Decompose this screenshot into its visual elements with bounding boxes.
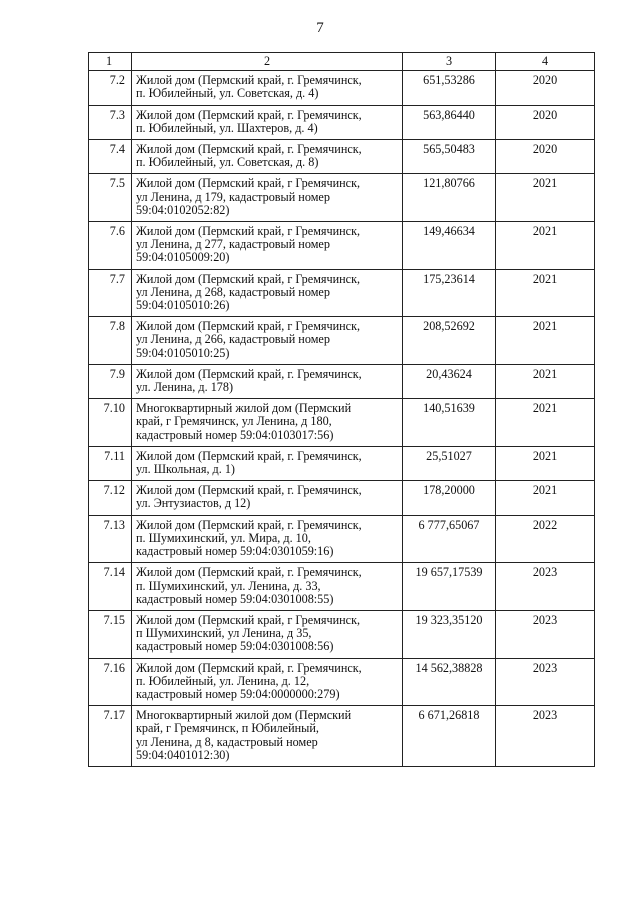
row-number [89, 563, 132, 611]
row-value-text: 565,50483 [423, 142, 475, 157]
table-row [89, 515, 595, 563]
row-value-text: 149,46634 [423, 224, 475, 239]
table-row [89, 481, 595, 515]
row-value [403, 563, 496, 611]
table-row [89, 222, 595, 270]
row-year-text: 2022 [532, 517, 558, 532]
row-description [132, 105, 403, 139]
row-value [403, 222, 496, 270]
row-description-text: Жилой дом (Пермский край, г. Гремячинск, п. Шумихинский, ул. Мира, д. 10, кадастровый номер 59:04:0301059:16) [136, 517, 362, 559]
row-year-text: 2021 [532, 366, 558, 381]
row-description-text: Жилой дом (Пермский край, г Гремячинск, ул Ленина, д 266, кадастровый номер 59:04:0105010:25) [136, 319, 361, 360]
row-year-text: 2023 [532, 660, 558, 675]
row-number-text: 7.13 [103, 517, 125, 532]
row-year-text: 2021 [532, 448, 558, 463]
table-row [89, 563, 595, 611]
row-number-text: 7.9 [109, 366, 125, 381]
row-year [496, 399, 595, 447]
row-number [89, 446, 132, 480]
row-value-text: 20,43624 [426, 366, 472, 381]
row-year [496, 658, 595, 706]
column-header-1: 1 [89, 53, 132, 71]
row-value [403, 174, 496, 222]
row-year-text: 2020 [532, 107, 558, 122]
column-header-3: 3 [403, 53, 496, 71]
row-value-text: 6 777,65067 [418, 517, 480, 532]
row-number-text: 7.3 [109, 107, 125, 122]
row-number [89, 105, 132, 139]
row-description [132, 364, 403, 398]
row-description-text: Жилой дом (Пермский край, г. Гремячинск, ул. Школьная, д. 1) [136, 448, 362, 477]
row-year [496, 563, 595, 611]
row-description [132, 658, 403, 706]
row-number-text: 7.15 [103, 612, 125, 627]
row-description [132, 563, 403, 611]
row-year [496, 174, 595, 222]
row-value [403, 446, 496, 480]
row-value-text: 140,51639 [423, 401, 475, 416]
row-description-text: Жилой дом (Пермский край, г. Гремячинск, п. Юбилейный, ул. Шахтеров, д. 4) [136, 107, 362, 135]
row-year [496, 140, 595, 174]
column-header-4: 4 [496, 53, 595, 71]
column-header-2: 2 [132, 53, 403, 71]
row-number-text: 7.11 [104, 448, 125, 463]
row-number [89, 515, 132, 563]
row-number-text: 7.12 [103, 483, 125, 498]
row-value [403, 658, 496, 706]
row-number-text: 7.14 [103, 565, 125, 580]
table-row [89, 317, 595, 365]
row-number [89, 610, 132, 658]
row-number-text: 7.2 [109, 73, 125, 88]
row-description [132, 481, 403, 515]
row-description [132, 446, 403, 480]
row-year-text: 2023 [532, 565, 558, 580]
row-description-text: Жилой дом (Пермский край, г. Гремячинск, п. Юбилейный, ул. Ленина, д. 12, кадастровый номер 59:04:0000000:279) [136, 660, 362, 701]
row-year [496, 71, 595, 105]
row-year-text: 2020 [532, 142, 558, 157]
row-value [403, 481, 496, 515]
row-year-text: 2020 [532, 73, 558, 88]
row-year-text: 2023 [532, 708, 558, 723]
page-number: 7 [316, 20, 324, 36]
table-row [89, 71, 595, 105]
row-value-text: 651,53286 [423, 73, 475, 88]
row-description-text: Жилой дом (Пермский край, г. Гремячинск, п. Шумихинский, ул. Ленина, д. 33, кадастровый номер 59:04:0301008:55) [136, 565, 362, 606]
row-description [132, 269, 403, 317]
row-year [496, 317, 595, 365]
row-value [403, 610, 496, 658]
row-value-text: 178,20000 [423, 483, 475, 498]
row-description [132, 399, 403, 447]
row-value-text: 121,80766 [423, 176, 475, 191]
row-year-text: 2023 [532, 612, 558, 627]
table-header-row [89, 53, 595, 71]
row-number [89, 658, 132, 706]
row-description [132, 222, 403, 270]
table-row [89, 174, 595, 222]
row-value [403, 399, 496, 447]
row-value [403, 364, 496, 398]
table-row [89, 399, 595, 447]
row-number [89, 706, 132, 767]
row-number [89, 174, 132, 222]
row-description [132, 706, 403, 767]
row-number-text: 7.6 [109, 224, 125, 239]
row-year [496, 481, 595, 515]
row-description [132, 515, 403, 563]
row-description [132, 317, 403, 365]
row-description [132, 174, 403, 222]
row-value-text: 25,51027 [426, 448, 472, 463]
data-table [88, 52, 595, 767]
row-description-text: Жилой дом (Пермский край, г Гремячинск, п Шумихинский, ул Ленина, д 35, кадастровый номер 59:04:0301008:56) [136, 612, 361, 654]
row-value-text: 563,86440 [423, 107, 475, 122]
table-row [89, 658, 595, 706]
table-row [89, 610, 595, 658]
row-year [496, 515, 595, 563]
row-value-text: 208,52692 [423, 319, 475, 334]
row-value [403, 140, 496, 174]
row-value-text: 19 657,17539 [415, 565, 483, 580]
row-number [89, 364, 132, 398]
row-value-text: 6 671,26818 [418, 708, 480, 723]
table-row [89, 446, 595, 480]
row-description-text: Жилой дом (Пермский край, г. Гремячинск, ул. Ленина, д. 178) [136, 366, 362, 395]
row-description [132, 610, 403, 658]
row-number-text: 7.10 [103, 401, 125, 416]
table-row [89, 364, 595, 398]
row-value-text: 175,23614 [423, 271, 475, 286]
row-number [89, 140, 132, 174]
row-value [403, 706, 496, 767]
row-value [403, 515, 496, 563]
table-row [89, 140, 595, 174]
table-row [89, 105, 595, 139]
row-value [403, 105, 496, 139]
row-number [89, 71, 132, 105]
table-row [89, 706, 595, 767]
row-year-text: 2021 [532, 176, 558, 191]
row-description-text: Жилой дом (Пермский край, г. Гремячинск, п. Юбилейный, ул. Советская, д. 8) [136, 142, 362, 170]
row-description-text: Жилой дом (Пермский край, г Гремячинск, ул Ленина, д 277, кадастровый номер 59:04:0105009:20) [136, 224, 361, 265]
row-year [496, 610, 595, 658]
row-year [496, 269, 595, 317]
row-number-text: 7.16 [103, 660, 125, 675]
row-description [132, 71, 403, 105]
row-description-text: Многоквартирный жилой дом (Пермский край, г Гремячинск, п Юбилейный, ул Ленина, д 8, кадастровый номер 59:04:0401012:30) [136, 708, 352, 762]
row-year-text: 2021 [532, 483, 558, 498]
row-number-text: 7.7 [109, 271, 125, 286]
table-row [89, 269, 595, 317]
row-description-text: Жилой дом (Пермский край, г Гремячинск, ул Ленина, д 268, кадастровый номер 59:04:0105010:26) [136, 271, 361, 313]
row-value [403, 269, 496, 317]
row-value-text: 14 562,38828 [415, 660, 483, 675]
row-number [89, 222, 132, 270]
row-description [132, 140, 403, 174]
row-number-text: 7.17 [103, 708, 125, 723]
row-number [89, 317, 132, 365]
row-year-text: 2021 [532, 401, 558, 416]
row-number [89, 481, 132, 515]
row-year [496, 364, 595, 398]
table-body [89, 71, 595, 767]
row-number-text: 7.4 [109, 142, 125, 157]
row-description-text: Жилой дом (Пермский край, г. Гремячинск, ул. Энтузиастов, д 12) [136, 483, 362, 511]
row-number [89, 269, 132, 317]
row-value [403, 317, 496, 365]
row-year-text: 2021 [532, 319, 558, 334]
row-year-text: 2021 [532, 271, 558, 286]
row-number [89, 399, 132, 447]
row-year [496, 222, 595, 270]
row-year [496, 446, 595, 480]
row-description-text: Многоквартирный жилой дом (Пермский край, г Гремячинск, ул Ленина, д 180, кадастровый номер 59:04:0103017:56) [136, 401, 352, 442]
row-description-text: Жилой дом (Пермский край, г Гремячинск, ул Ленина, д 179, кадастровый номер 59:04:0102052:82) [136, 176, 361, 217]
row-year [496, 706, 595, 767]
row-value [403, 71, 496, 105]
row-year [496, 105, 595, 139]
row-number-text: 7.8 [109, 319, 125, 334]
row-number-text: 7.5 [109, 176, 125, 191]
row-description-text: Жилой дом (Пермский край, г. Гремячинск, п. Юбилейный, ул. Советская, д. 4) [136, 73, 362, 101]
row-value-text: 19 323,35120 [415, 612, 483, 627]
row-year-text: 2021 [532, 224, 558, 239]
